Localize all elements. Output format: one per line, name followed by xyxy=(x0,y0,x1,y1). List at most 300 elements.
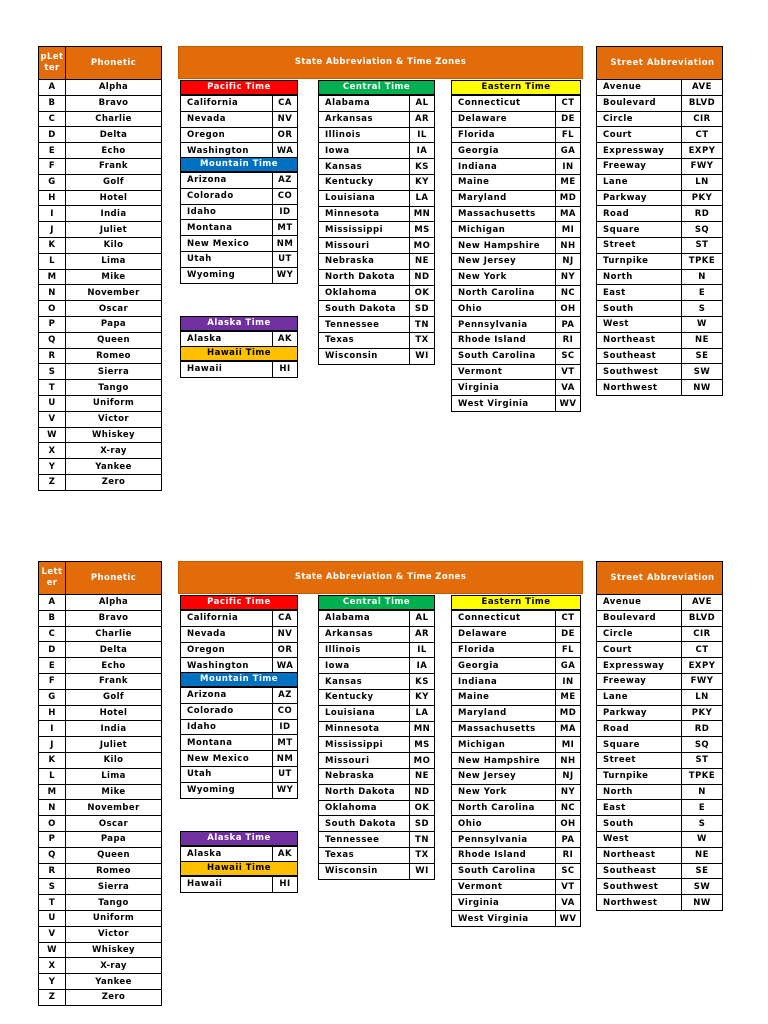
alaska-time-header: Alaska Time xyxy=(180,831,298,846)
state-abbreviation: WY xyxy=(273,782,298,798)
state-row xyxy=(319,847,435,863)
state-row xyxy=(319,674,435,690)
state-row xyxy=(319,238,435,254)
street-name: Expressway xyxy=(597,143,682,159)
state-name: New York xyxy=(452,269,556,285)
state-abbreviation: NV xyxy=(273,626,298,642)
state-name: Missouri xyxy=(319,238,410,254)
street-abbreviation: LN xyxy=(682,689,723,705)
state-name: Vermont xyxy=(452,879,556,895)
state-row xyxy=(452,269,581,285)
letter-cell: M xyxy=(39,269,66,285)
state-abbreviation: MT xyxy=(273,220,298,236)
street-row xyxy=(597,95,723,111)
letter-cell: X xyxy=(39,443,66,459)
street-name: Southwest xyxy=(597,364,682,380)
state-row xyxy=(452,753,581,769)
state-row xyxy=(181,173,298,189)
state-abbreviation: MO xyxy=(410,238,435,254)
phonetic-row xyxy=(39,689,162,705)
eastern-state-table xyxy=(451,95,581,412)
street-abbreviation: ST xyxy=(682,237,723,253)
state-abbreviation: TN xyxy=(410,832,435,848)
state-row xyxy=(181,96,298,112)
phonetic-header-row xyxy=(39,47,162,80)
letter-cell: E xyxy=(39,658,66,674)
state-name: New Jersey xyxy=(452,768,556,784)
street-name: Boulevard xyxy=(597,610,682,626)
street-row xyxy=(597,380,723,396)
phonetic-word-cell: Golf xyxy=(66,174,162,190)
mountain-state-table xyxy=(180,172,298,284)
letter-cell: S xyxy=(39,879,66,895)
state-name: Connecticut xyxy=(452,611,556,627)
hawaii-time-header: Hawaii Time xyxy=(180,346,298,361)
letter-cell: N xyxy=(39,800,66,816)
street-name: Southeast xyxy=(597,863,682,879)
state-abbreviation: UT xyxy=(273,766,298,782)
street-name: East xyxy=(597,285,682,301)
state-timezone-banner: State Abbreviation & Time Zones xyxy=(178,46,583,79)
street-abbreviation: NE xyxy=(682,332,723,348)
street-row xyxy=(597,752,723,768)
phonetic-alphabet-table xyxy=(38,46,162,491)
state-abbreviation: SD xyxy=(410,816,435,832)
phonetic-word-cell: Whiskey xyxy=(66,427,162,443)
state-row xyxy=(181,766,298,782)
state-abbreviation: NV xyxy=(273,111,298,127)
street-abbreviation: W xyxy=(682,316,723,332)
state-row xyxy=(452,159,581,175)
state-abbreviation: IA xyxy=(410,658,435,674)
phonetic-word-cell: India xyxy=(66,721,162,737)
phonetic-row xyxy=(39,879,162,895)
phonetic-row xyxy=(39,459,162,475)
state-abbreviation: KS xyxy=(410,159,435,175)
street-abbreviation: PKY xyxy=(682,190,723,206)
state-row xyxy=(452,705,581,721)
letter-cell: X xyxy=(39,958,66,974)
state-name: Nebraska xyxy=(319,253,410,269)
phonetic-word-cell: Charlie xyxy=(66,111,162,127)
state-name: Ohio xyxy=(452,816,556,832)
phonetic-word-cell: Bravo xyxy=(66,610,162,626)
hawaii-time-header: Hawaii Time xyxy=(180,861,298,876)
state-name: Minnesota xyxy=(319,721,410,737)
state-row xyxy=(181,188,298,204)
street-row xyxy=(597,800,723,816)
street-row xyxy=(597,626,723,642)
street-row xyxy=(597,253,723,269)
phonetic-row xyxy=(39,253,162,269)
state-abbreviation: PA xyxy=(556,317,581,333)
state-row xyxy=(452,816,581,832)
street-row xyxy=(597,689,723,705)
street-row xyxy=(597,364,723,380)
state-name: Louisiana xyxy=(319,705,410,721)
street-abbreviation-title: Street Abbreviation xyxy=(597,47,723,80)
state-name: South Dakota xyxy=(319,816,410,832)
state-row xyxy=(319,301,435,317)
state-row xyxy=(452,317,581,333)
state-name: Iowa xyxy=(319,658,410,674)
central-time-header: Central Time xyxy=(318,595,435,610)
state-abbreviation: KY xyxy=(410,174,435,190)
state-row xyxy=(452,222,581,238)
street-name: Southeast xyxy=(597,348,682,364)
state-name: Minnesota xyxy=(319,206,410,222)
state-abbreviation: FL xyxy=(556,642,581,658)
street-row xyxy=(597,222,723,238)
state-name: Maine xyxy=(452,174,556,190)
street-abbreviation: CT xyxy=(682,127,723,143)
state-abbreviation: VA xyxy=(556,895,581,911)
state-abbreviation: NY xyxy=(556,269,581,285)
state-name: Pennsylvania xyxy=(452,832,556,848)
letter-cell: P xyxy=(39,316,66,332)
street-name: East xyxy=(597,800,682,816)
phonetic-row xyxy=(39,989,162,1005)
state-abbreviation: VT xyxy=(556,364,581,380)
state-row xyxy=(181,642,298,658)
state-abbreviation: MD xyxy=(556,705,581,721)
street-abbreviation: AVE xyxy=(682,80,723,96)
letter-cell: R xyxy=(39,863,66,879)
street-row xyxy=(597,816,723,832)
phonetic-word-cell: Lima xyxy=(66,768,162,784)
state-name: Wyoming xyxy=(181,782,273,798)
phonetic-word-cell: Alpha xyxy=(66,80,162,96)
street-abbreviation: SE xyxy=(682,348,723,364)
street-name: Road xyxy=(597,206,682,222)
street-name: West xyxy=(597,316,682,332)
state-name: Rhode Island xyxy=(452,847,556,863)
letter-cell: D xyxy=(39,642,66,658)
phonetic-row xyxy=(39,316,162,332)
letter-column-header: pLetter xyxy=(39,47,66,80)
state-name: Nevada xyxy=(181,626,273,642)
street-row xyxy=(597,332,723,348)
phonetic-word-cell: X-ray xyxy=(66,958,162,974)
state-row xyxy=(452,800,581,816)
phonetic-row xyxy=(39,206,162,222)
state-row xyxy=(452,911,581,927)
eastern-state-table xyxy=(451,610,581,927)
street-abbreviation: EXPY xyxy=(682,143,723,159)
state-name: Delaware xyxy=(452,626,556,642)
state-row xyxy=(319,816,435,832)
state-name: Indiana xyxy=(452,674,556,690)
state-abbreviation: MA xyxy=(556,721,581,737)
state-abbreviation: WV xyxy=(556,911,581,927)
state-name: New Hampshire xyxy=(452,753,556,769)
street-name: Parkway xyxy=(597,705,682,721)
phonetic-word-cell: Hotel xyxy=(66,705,162,721)
state-abbreviation: WI xyxy=(410,863,435,879)
phonetic-word-cell: Alpha xyxy=(66,595,162,611)
state-row xyxy=(452,348,581,364)
mountain-time-header: Mountain Time xyxy=(180,672,298,687)
phonetic-row xyxy=(39,673,162,689)
state-abbreviation: NH xyxy=(556,238,581,254)
street-abbreviation-table xyxy=(596,561,723,911)
phonetic-word-cell: Romeo xyxy=(66,348,162,364)
letter-cell: M xyxy=(39,784,66,800)
street-name: Freeway xyxy=(597,158,682,174)
phonetic-row xyxy=(39,658,162,674)
letter-cell: W xyxy=(39,942,66,958)
street-abbreviation: FWY xyxy=(682,673,723,689)
state-row xyxy=(452,238,581,254)
state-abbreviation: MO xyxy=(410,753,435,769)
state-row xyxy=(181,236,298,252)
state-abbreviation: MT xyxy=(273,735,298,751)
state-abbreviation: MA xyxy=(556,206,581,222)
state-name: Georgia xyxy=(452,143,556,159)
state-name: Illinois xyxy=(319,642,410,658)
state-row xyxy=(452,364,581,380)
phonetic-word-cell: Sierra xyxy=(66,364,162,380)
phonetic-row xyxy=(39,411,162,427)
street-abbreviation: SQ xyxy=(682,222,723,238)
street-name: Northwest xyxy=(597,380,682,396)
state-row xyxy=(319,332,435,348)
state-abbreviation: CO xyxy=(273,703,298,719)
phonetic-row xyxy=(39,364,162,380)
street-abbreviation: RD xyxy=(682,206,723,222)
state-row xyxy=(319,317,435,333)
state-abbreviation: IN xyxy=(556,674,581,690)
state-row xyxy=(452,737,581,753)
street-row xyxy=(597,127,723,143)
state-abbreviation: WY xyxy=(273,267,298,283)
street-abbreviation-title: Street Abbreviation xyxy=(597,562,723,595)
state-row xyxy=(319,800,435,816)
state-name: Maryland xyxy=(452,705,556,721)
state-abbreviation: NE xyxy=(410,768,435,784)
letter-cell: G xyxy=(39,689,66,705)
phonetic-word-cell: Tango xyxy=(66,380,162,396)
state-name: Oklahoma xyxy=(319,285,410,301)
street-name: South xyxy=(597,816,682,832)
street-header-row xyxy=(597,47,723,80)
street-row xyxy=(597,269,723,285)
state-name: Hawaii xyxy=(181,877,273,893)
state-name: Ohio xyxy=(452,301,556,317)
phonetic-word-cell: Golf xyxy=(66,689,162,705)
state-abbreviation: HI xyxy=(273,362,298,378)
phonetic-word-cell: Hotel xyxy=(66,190,162,206)
state-row xyxy=(181,127,298,143)
state-row xyxy=(181,362,298,378)
street-name: Lane xyxy=(597,689,682,705)
state-abbreviation: CA xyxy=(273,611,298,627)
street-name: Expressway xyxy=(597,658,682,674)
state-abbreviation: MN xyxy=(410,721,435,737)
phonetic-row xyxy=(39,332,162,348)
phonetic-row xyxy=(39,895,162,911)
state-abbreviation: MD xyxy=(556,190,581,206)
state-name: California xyxy=(181,611,273,627)
state-row xyxy=(319,96,435,112)
phonetic-row xyxy=(39,474,162,490)
street-abbreviation: CT xyxy=(682,642,723,658)
state-row xyxy=(181,719,298,735)
mountain-time-header: Mountain Time xyxy=(180,157,298,172)
street-abbreviation: BLVD xyxy=(682,610,723,626)
letter-cell: B xyxy=(39,610,66,626)
state-abbreviation: AR xyxy=(410,111,435,127)
phonetic-row xyxy=(39,222,162,238)
letter-cell: K xyxy=(39,237,66,253)
phonetic-word-cell: Delta xyxy=(66,127,162,143)
phonetic-row xyxy=(39,190,162,206)
street-row xyxy=(597,190,723,206)
state-row xyxy=(452,301,581,317)
state-row xyxy=(181,626,298,642)
state-name: Tennessee xyxy=(319,317,410,333)
state-row xyxy=(319,206,435,222)
state-abbreviation: ME xyxy=(556,689,581,705)
state-row xyxy=(452,285,581,301)
state-row xyxy=(181,267,298,283)
state-abbreviation: ND xyxy=(410,269,435,285)
phonetic-row xyxy=(39,427,162,443)
street-row xyxy=(597,737,723,753)
state-row xyxy=(181,332,298,348)
state-row xyxy=(319,143,435,159)
state-name: Texas xyxy=(319,332,410,348)
street-row xyxy=(597,595,723,611)
phonetic-word-cell: Mike xyxy=(66,269,162,285)
state-row xyxy=(319,269,435,285)
street-name: Court xyxy=(597,642,682,658)
letter-cell: T xyxy=(39,380,66,396)
phonetic-row xyxy=(39,395,162,411)
state-abbreviation: GA xyxy=(556,143,581,159)
phonetic-word-cell: Frank xyxy=(66,673,162,689)
state-abbreviation: NJ xyxy=(556,768,581,784)
state-name: Idaho xyxy=(181,204,273,220)
state-name: Nevada xyxy=(181,111,273,127)
state-abbreviation: IL xyxy=(410,127,435,143)
street-name: Road xyxy=(597,721,682,737)
street-abbreviation: RD xyxy=(682,721,723,737)
state-name: Wisconsin xyxy=(319,863,410,879)
state-name: Oregon xyxy=(181,127,273,143)
street-name: Court xyxy=(597,127,682,143)
street-name: Circle xyxy=(597,111,682,127)
state-row xyxy=(452,96,581,112)
state-row xyxy=(319,285,435,301)
street-abbreviation: PKY xyxy=(682,705,723,721)
street-row xyxy=(597,784,723,800)
street-abbreviation: NW xyxy=(682,380,723,396)
phonetic-word-cell: Papa xyxy=(66,316,162,332)
state-abbreviation: TN xyxy=(410,317,435,333)
state-name: Kentucky xyxy=(319,174,410,190)
street-abbreviation: BLVD xyxy=(682,95,723,111)
street-abbreviation: TPKE xyxy=(682,253,723,269)
phonetic-word-cell: Kilo xyxy=(66,237,162,253)
street-name: Avenue xyxy=(597,595,682,611)
street-name: Lane xyxy=(597,174,682,190)
state-row xyxy=(319,127,435,143)
state-row xyxy=(181,611,298,627)
state-abbreviation: KY xyxy=(410,689,435,705)
state-abbreviation: MI xyxy=(556,737,581,753)
state-abbreviation: OR xyxy=(273,642,298,658)
state-name: Florida xyxy=(452,642,556,658)
state-name: North Dakota xyxy=(319,784,410,800)
state-abbreviation: IN xyxy=(556,159,581,175)
phonetic-row xyxy=(39,143,162,159)
state-row xyxy=(452,380,581,396)
phonetic-word-cell: Charlie xyxy=(66,626,162,642)
street-row xyxy=(597,111,723,127)
phonetic-word-cell: Tango xyxy=(66,895,162,911)
street-abbreviation: S xyxy=(682,301,723,317)
state-abbreviation: NC xyxy=(556,285,581,301)
state-name: Arizona xyxy=(181,173,273,189)
state-abbreviation: LA xyxy=(410,190,435,206)
phonetic-row xyxy=(39,595,162,611)
state-name: Arkansas xyxy=(319,111,410,127)
street-row xyxy=(597,895,723,911)
state-name: South Carolina xyxy=(452,863,556,879)
street-row xyxy=(597,642,723,658)
state-name: Colorado xyxy=(181,188,273,204)
state-abbreviation: NM xyxy=(273,751,298,767)
state-abbreviation: DE xyxy=(556,626,581,642)
state-row xyxy=(319,190,435,206)
phonetic-row xyxy=(39,237,162,253)
state-abbreviation: NC xyxy=(556,800,581,816)
state-row xyxy=(452,111,581,127)
street-name: North xyxy=(597,784,682,800)
state-abbreviation: AL xyxy=(410,96,435,112)
state-abbreviation: ID xyxy=(273,204,298,220)
phonetic-word-cell: Oscar xyxy=(66,301,162,317)
state-row xyxy=(181,204,298,220)
state-row xyxy=(452,127,581,143)
state-row xyxy=(319,253,435,269)
state-row xyxy=(319,784,435,800)
phonetic-row xyxy=(39,926,162,942)
phonetic-row xyxy=(39,737,162,753)
street-name: Northwest xyxy=(597,895,682,911)
letter-cell: L xyxy=(39,253,66,269)
letter-cell: I xyxy=(39,206,66,222)
street-abbreviation: TPKE xyxy=(682,768,723,784)
alaska-time-header: Alaska Time xyxy=(180,316,298,331)
letter-cell: Y xyxy=(39,459,66,475)
state-name: Kentucky xyxy=(319,689,410,705)
state-row xyxy=(181,703,298,719)
state-abbreviation: VT xyxy=(556,879,581,895)
phonetic-word-cell: Romeo xyxy=(66,863,162,879)
state-abbreviation: TX xyxy=(410,332,435,348)
phonetic-row xyxy=(39,863,162,879)
phonetic-column-header: Phonetic xyxy=(66,47,162,80)
state-name: Colorado xyxy=(181,703,273,719)
state-abbreviation: CT xyxy=(556,611,581,627)
letter-cell: U xyxy=(39,395,66,411)
street-name: Northeast xyxy=(597,332,682,348)
state-abbreviation: TX xyxy=(410,847,435,863)
letter-column-header: Letter xyxy=(39,562,66,595)
letter-cell: Z xyxy=(39,989,66,1005)
